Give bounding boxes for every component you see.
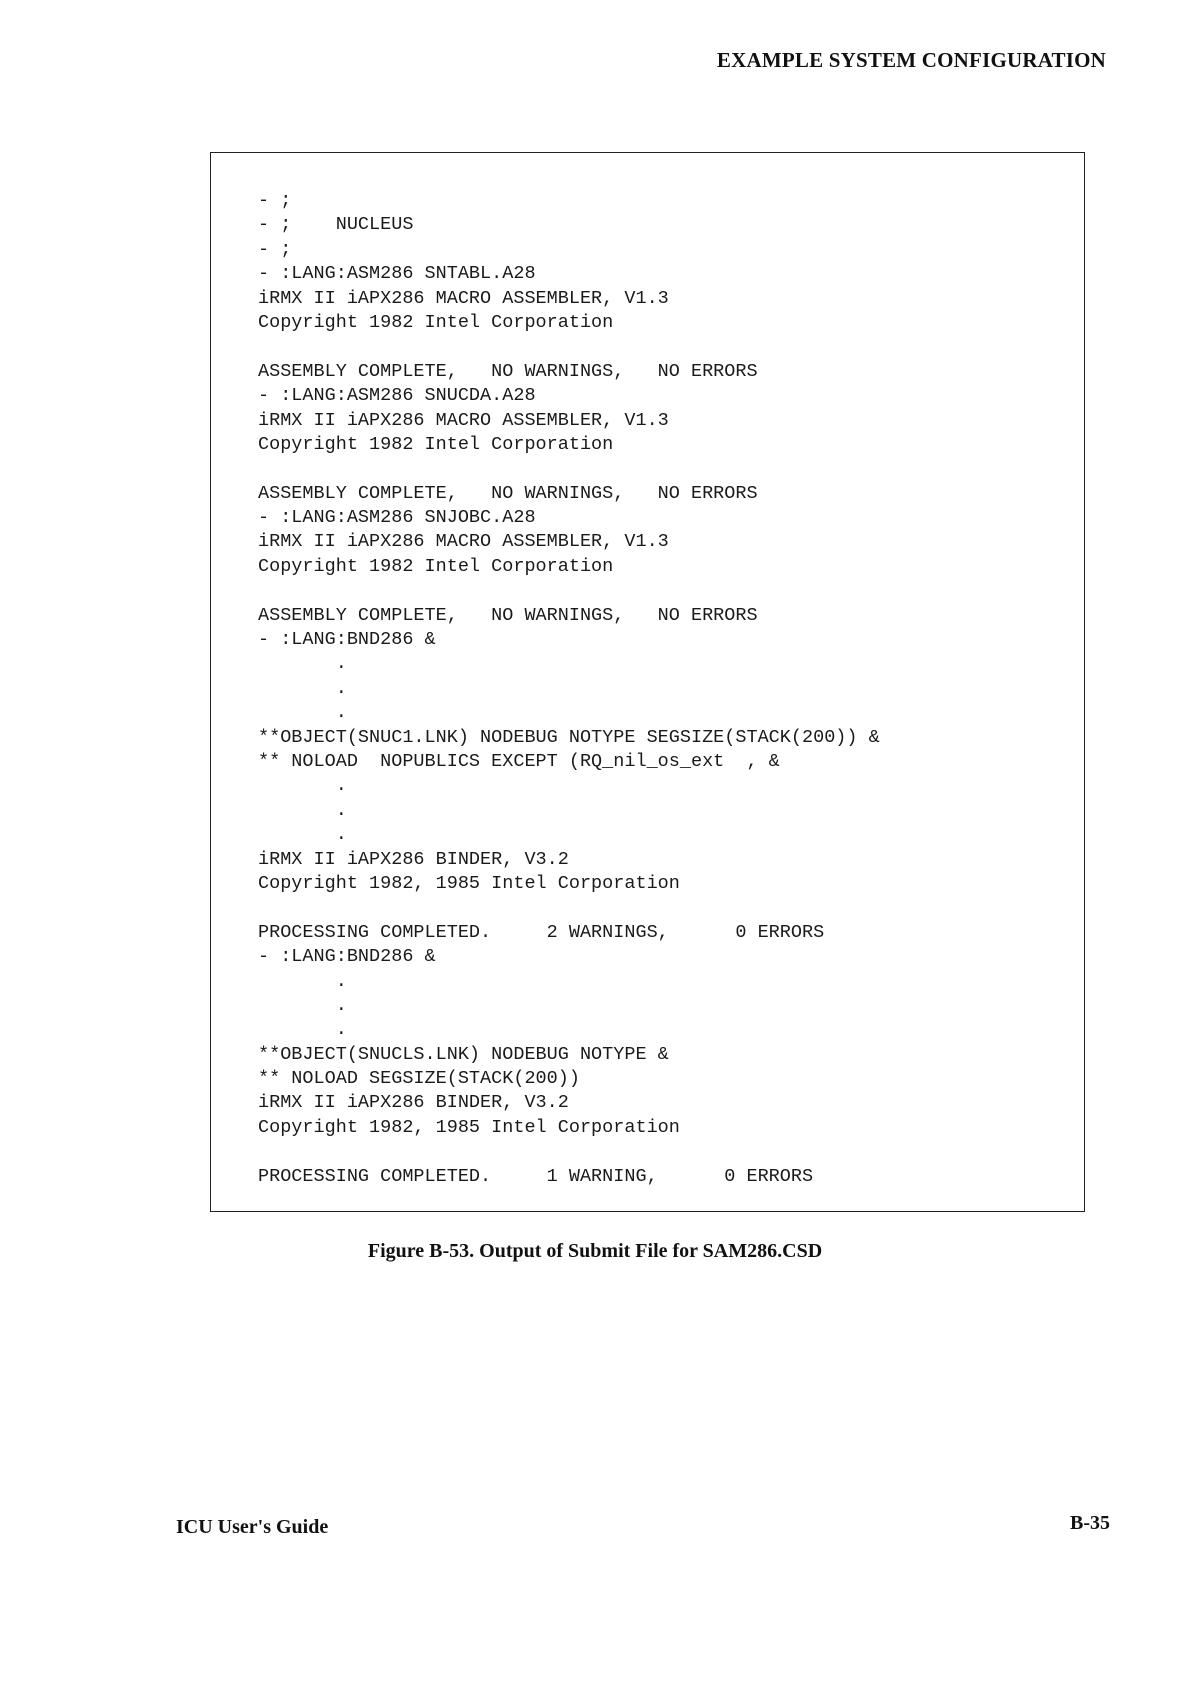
listing-line: [258, 579, 880, 603]
listing-line: .: [258, 994, 347, 1016]
listing-line: iRMX II iAPX286 BINDER, V3.2: [258, 848, 569, 870]
listing-line: ASSEMBLY COMPLETE, NO WARNINGS, NO ERRORS: [258, 360, 758, 382]
listing-line: .: [258, 1019, 347, 1041]
listing-line: [258, 896, 880, 920]
listing-line: Copyright 1982, 1985 Intel Corporation: [258, 1116, 680, 1138]
listing-line: - ;: [258, 238, 292, 260]
listing-line: iRMX II iAPX286 MACRO ASSEMBLER, V1.3: [258, 531, 669, 553]
listing-line: - :LANG:BND286 &: [258, 946, 436, 968]
listing-line: - ;: [258, 190, 292, 211]
section-header: EXAMPLE SYSTEM CONFIGURATION: [716, 48, 1106, 72]
listing-line: iRMX II iAPX286 BINDER, V3.2: [258, 1092, 569, 1114]
listing-line: **OBJECT(SNUC1.LNK) NODEBUG NOTYPE SEGSIZE(STACK(200)) &: [258, 726, 880, 748]
footer-page-number: B-35: [1070, 1512, 1110, 1534]
listing-line: Copyright 1982 Intel Corporation: [258, 311, 614, 333]
figure-caption: Figure B-53. Output of Submit File for SAM286.CSD: [367, 1240, 823, 1262]
listing-line: [258, 335, 880, 359]
listing-line: ASSEMBLY COMPLETE, NO WARNINGS, NO ERRORS: [258, 482, 758, 504]
listing-line: PROCESSING COMPLETED. 1 WARNING, 0 ERRORS: [258, 1165, 814, 1187]
listing-line: iRMX II iAPX286 MACRO ASSEMBLER, V1.3: [258, 409, 669, 431]
listing-line: .: [258, 702, 347, 724]
listing-line: .: [258, 653, 347, 675]
listing-line: ASSEMBLY COMPLETE, NO WARNINGS, NO ERRORS: [258, 604, 758, 626]
listing-line: - :LANG:ASM286 SNUCDA.A28: [258, 385, 536, 407]
listing-line: Copyright 1982 Intel Corporation: [258, 555, 614, 577]
listing-line: Copyright 1982, 1985 Intel Corporation: [258, 872, 680, 894]
listing-line: - :LANG:ASM286 SNJOBC.A28: [258, 507, 536, 529]
listing-line: **OBJECT(SNUCLS.LNK) NODEBUG NOTYPE &: [258, 1043, 669, 1065]
listing-line: - :LANG:BND286 &: [258, 629, 436, 651]
listing-line: [258, 457, 880, 481]
submit-output-listing: [258, 189, 880, 1189]
listing-line: - ; NUCLEUS: [258, 214, 414, 236]
listing-line: [258, 1140, 880, 1164]
listing-line: .: [258, 970, 347, 992]
listing-line: .: [258, 775, 347, 797]
listing-line: .: [258, 799, 347, 821]
listing-line: ** NOLOAD NOPUBLICS EXCEPT (RQ_nil_os_ext , &: [258, 750, 780, 772]
listing-line: PROCESSING COMPLETED. 2 WARNINGS, 0 ERRORS: [258, 921, 825, 943]
listing-line: - :LANG:ASM286 SNTABL.A28: [258, 263, 536, 285]
listing-line: ** NOLOAD SEGSIZE(STACK(200)): [258, 1068, 580, 1090]
listing-line: Copyright 1982 Intel Corporation: [258, 433, 614, 455]
footer-guide-title: ICU User's Guide: [176, 1516, 329, 1538]
listing-line: iRMX II iAPX286 MACRO ASSEMBLER, V1.3: [258, 287, 669, 309]
submit-output-listing-box: [210, 152, 1085, 1212]
listing-line: .: [258, 677, 347, 699]
listing-line: .: [258, 824, 347, 846]
